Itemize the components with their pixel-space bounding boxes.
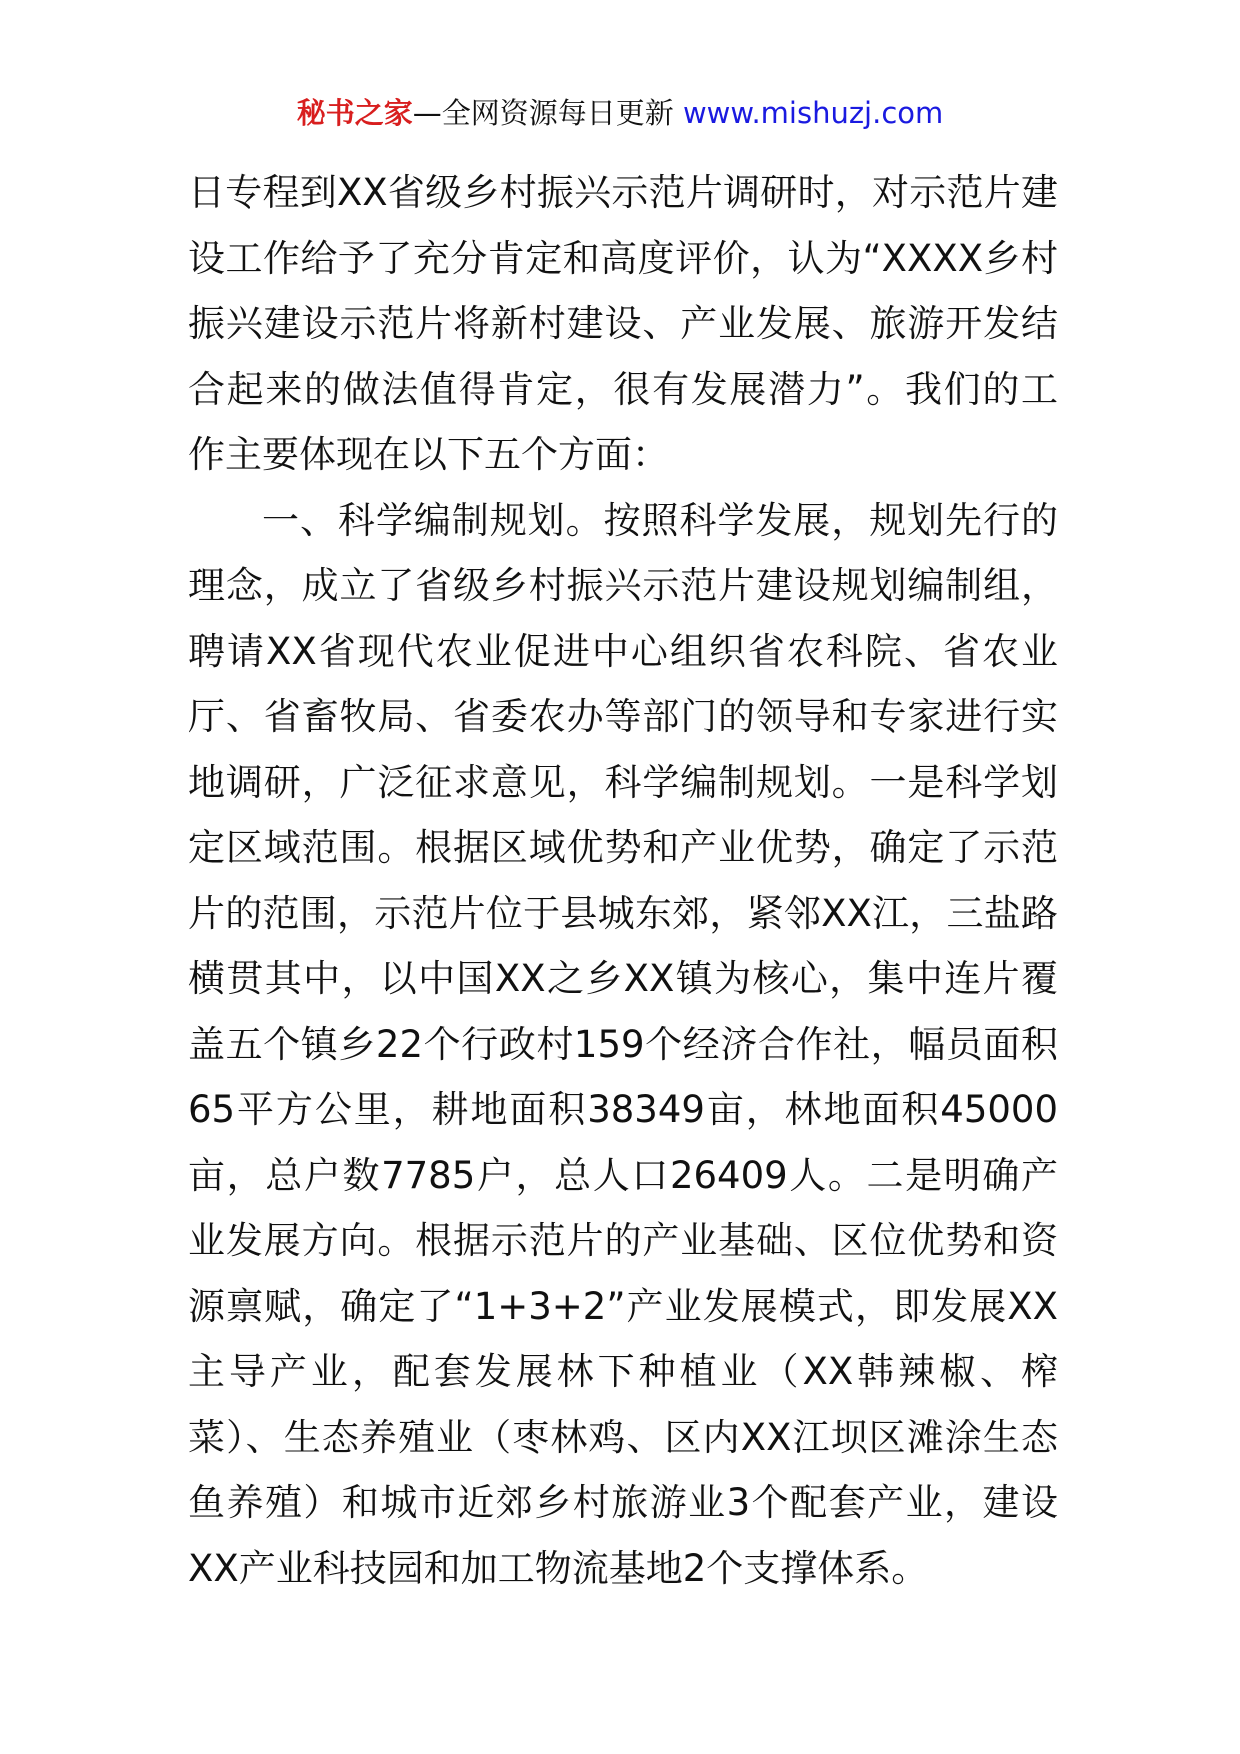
body-paragraph-continuation: 日专程到XX省级乡村振兴示范片调研时，对示范片建设工作给予了充分肯定和高度评价，认为“XXXX乡村振兴建设示范片将新村建设、产业发展、旅游开发结合起来的做法值得肯定，很有发展潜力”。我们的工作主要体现在以下五个方面：: [188, 171, 1058, 476]
page-header: [0, 95, 1240, 131]
website-link[interactable]: www.mishuzj.com: [682, 96, 944, 130]
header-tagline: —全网资源每日更新: [412, 96, 674, 130]
document-body: [188, 160, 1058, 1601]
brand-name: 秘书之家: [296, 96, 413, 130]
body-paragraph-section-one: 一、科学编制规划。按照科学发展，规划先行的理念，成立了省级乡村振兴示范片建设规划编制组，聘请XX省现代农业促进中心组织省农科院、省农业厅、省畜牧局、省委农办等部门的领导和专家进行实地调研，广泛征求意见，科学编制规划。一是科学划定区域范围。根据区域优势和产业优势，确定了示范片的范围，示范片位于县城东郊，紧邻XX江，三盐路横贯其中，以中国XX之乡XX镇为核心，集中连片覆盖五个镇乡22个行政村159个经济合作社，幅员面积65平方公里，耕地面积38349亩，林地面积45000亩，总户数7785户，总人口26409人。二是明确产业发展方向。根据示范片的产业基础、区位优势和资源禀赋，确定了“1+3+2”产业发展模式，即发展XX主导产业，配套发展林下种植业（XX韩辣椒、榨菜）、生态养殖业（枣林鸡、区内XX江坝区滩涂生态鱼养殖）和城市近郊乡村旅游业3个配套产业，建设XX产业科技园和加工物流基地2个支撑体系。: [188, 498, 1058, 1590]
